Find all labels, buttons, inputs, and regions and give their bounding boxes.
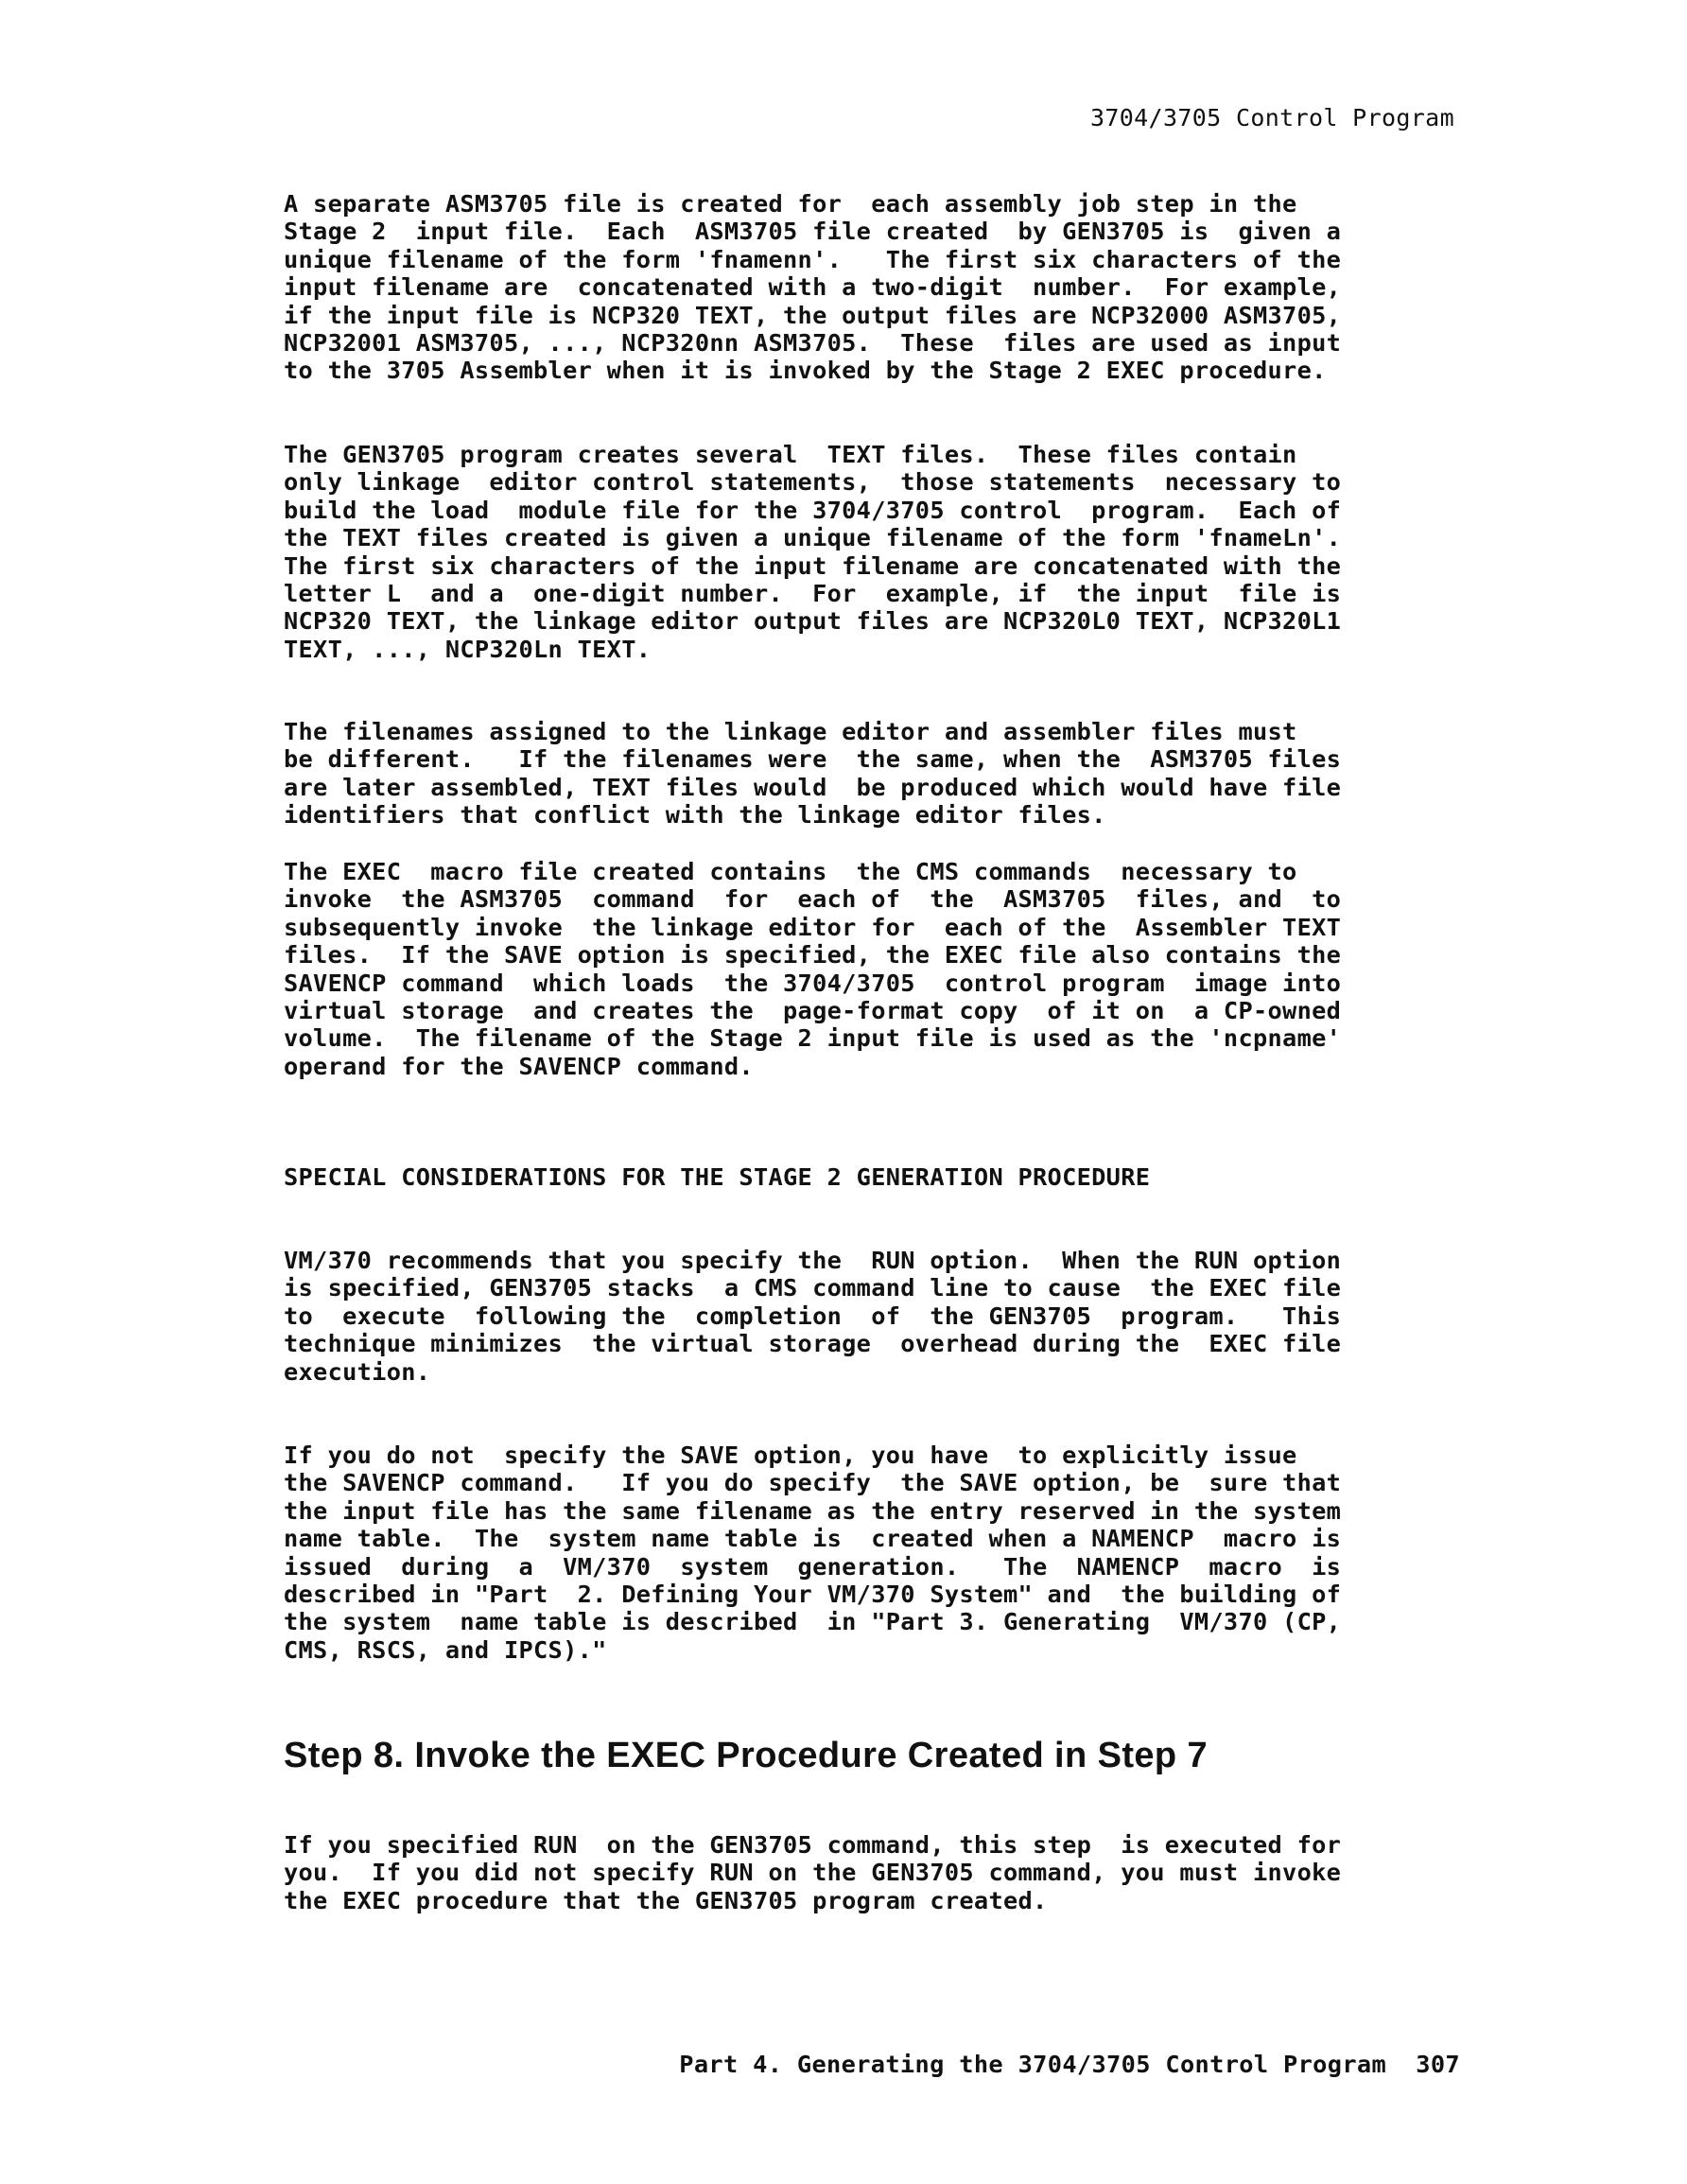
section-heading-special-considerations: SPECIAL CONSIDERATIONS FOR THE STAGE 2 GENERATION PROCEDURE: [284, 1163, 1151, 1191]
step-8-heading: Step 8. Invoke the EXEC Procedure Created in Step 7: [284, 1736, 1209, 1775]
paragraph-asm3705-files: A separate ASM3705 file is created for each assembly job step in the Stage 2 input file. Each ASM3705 file created by GEN3705 is given a unique filename of the form 'fnamenn'. The first six characters of the input filename are concatenated with a two-digit number. For example, if the input file is NCP320 TEXT, the output files are NCP32000 ASM3705, NCP32001 ASM3705, ..., NCP320nn ASM3705. These files are used as input to the 3705 Assembler when it is invoked by the Stage 2 EXEC procedure.: [284, 190, 1342, 385]
footer-part-title: Part 4. Generating the 3704/3705 Control Program: [679, 2051, 1387, 2078]
paragraph-exec-macro-file: The EXEC macro file created contains the CMS commands necessary to invoke the ASM3705 command for each of the ASM3705 files, and to subsequently invoke the linkage editor for each of the Assembler TEXT files. If the SAVE option is specified, the EXEC file also contains the SAVENCP command which loads the 3704/3705 control program image into virtual storage and creates the page-format copy of it on a CP-owned volume. The filename of the Stage 2 input file is used as the 'ncpname' operand for the SAVENCP command.: [284, 858, 1342, 1080]
page-number: 307: [1416, 2051, 1460, 2078]
page-footer: [679, 2051, 1460, 2079]
paragraph-step-8: If you specified RUN on the GEN3705 command, this step is executed for you. If you did not specify RUN on the GEN3705 command, you must invoke the EXEC procedure that the GEN3705 program created.: [284, 1831, 1342, 1914]
running-header: 3704/3705 Control Program: [1089, 104, 1454, 131]
paragraph-save-option: If you do not specify the SAVE option, you have to explicitly issue the SAVENCP command. If you do specify the SAVE option, be sure that the input file has the same filename as the entry reserved in the system name table. The system name table is created when a NAMENCP macro is issued during a VM/370 system generation. The NAMENCP macro is described in "Part 2. Defining Your VM/370 System" and the building of the system name table is described in "Part 3. Generating VM/370 (CP, CMS, RSCS, and IPCS).": [284, 1441, 1342, 1664]
paragraph-text-files: The GEN3705 program creates several TEXT files. These files contain only linkage editor control statements, those statements necessary to build the load module file for the 3704/3705 control program. Each of the TEXT files created is given a unique filename of the form 'fnameLn'. The first six characters of the input filename are concatenated with the letter L and a one-digit number. For example, if the input file is NCP320 TEXT, the linkage editor output files are NCP320L0 TEXT, NCP320L1 TEXT, ..., NCP320Ln TEXT.: [284, 441, 1342, 663]
paragraph-run-option: VM/370 recommends that you specify the RUN option. When the RUN option is specified, GEN3705 stacks a CMS command line to cause the EXEC file to execute following the completion of the GEN3705 program. This technique minimizes the virtual storage overhead during the EXEC file execution.: [284, 1247, 1342, 1386]
paragraph-filenames-different: The filenames assigned to the linkage editor and assembler files must be different. If the filenames were the same, when the ASM3705 files are later assembled, TEXT files would be produced which would have file identifiers that conflict with the linkage editor files.: [284, 718, 1342, 830]
